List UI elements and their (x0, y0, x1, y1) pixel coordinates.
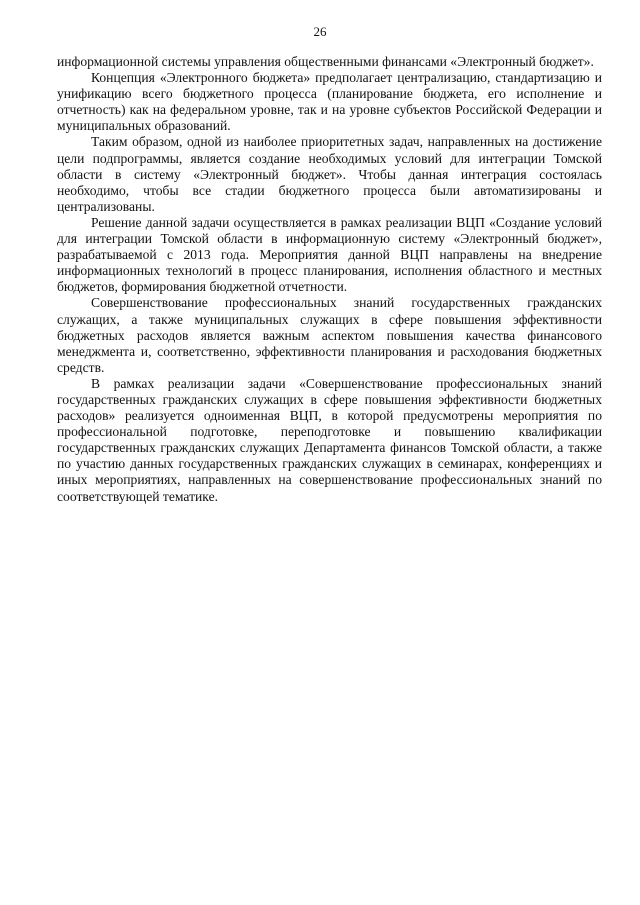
page-number: 26 (313, 24, 327, 39)
paragraph-continuation: информационной системы управления общественными финансами «Электронный бюджет». (57, 54, 594, 69)
paragraph-professional-knowledge: Совершенствование профессиональных знаний государственных гражданских служащих, а также муниципальных служащих в сфере повышения эффективности бюджетных расходов является важным аспектом повышения качества финансового менеджмента и, соответственно, эффективности планирования и расходования бюджетных средств. (57, 295, 602, 375)
paragraph-vcp-integration: Решение данной задачи осуществляется в рамках реализации ВЦП «Создание условий для интеграции Томской области в информационную систему «Электронный бюджет», разрабатываемой с 2013 года. Мероприятия данной ВЦП направлены на внедрение информационных технологий в процесс планирования, исполнения областного и местных бюджетов, формирования бюджетной отчетности. (57, 214, 602, 295)
paragraph-priority-task: Таким образом, одной из наиболее приоритетных задач, направленных на достижение цели подпрограммы, является создание необходимых условий для интеграции Томской области в систему «Электронный бюджет». Чтобы данная интеграция состоялась необходимо, чтобы все стадии бюджетного процесса были автоматизированы и централизованы. (57, 134, 602, 214)
document-body (57, 54, 602, 505)
paragraph-electronic-budget-concept: Концепция «Электронного бюджета» предполагает централизацию, стандартизацию и унификацию всего бюджетного процесса (планирование бюджета, его исполнение и отчетность) как на федеральном уровне, так и на уровне субъектов Российской Федерации и муниципальных образований. (57, 70, 602, 134)
paragraph-vcp-training: В рамках реализации задачи «Совершенствование профессиональных знаний государственных гражданских служащих в сфере повышения эффективности бюджетных расходов» реализуется одноименная ВЦП, в которой предусмотрены мероприятия по профессиональной подготовке, переподготовке и повышению квалификации государственных гражданских служащих Департамента финансов Томской области, а также по участию данных государственных гражданских служащих в семинарах, конференциях и иных мероприятиях, направленных на совершенствование профессиональных знаний по соответствующей тематике. (57, 375, 602, 504)
